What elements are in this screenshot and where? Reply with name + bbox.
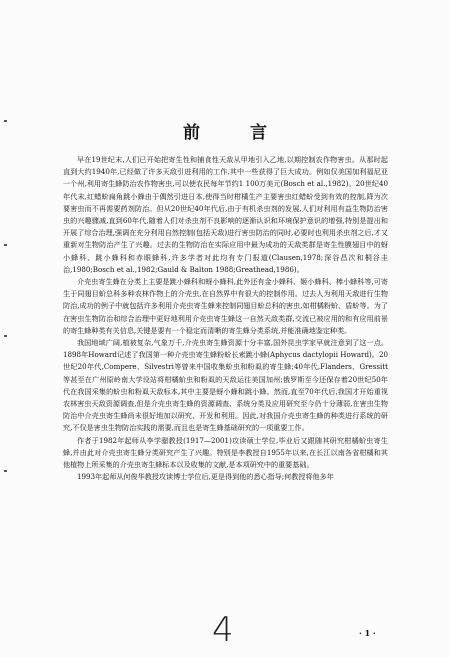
page-number: · 1 · — [359, 628, 376, 638]
page-title: 前 言 — [183, 123, 289, 143]
paragraph: 1993年起师从何俊华教授攻读博士学位后,更是得到他的悉心指导;何教授将他多年 — [77, 472, 334, 482]
paragraph: 作者于1982年起师从李学骝教授(1917—2001)攻读硕士学位,毕业后又跟随其研究柑橘蚧虫寄生蜂,并由此对介壳虫寄生蜂分类研究产生了兴趣。特别是李教授自1955年以来,在长江以南各省柑橘和其他植物上所采集的介壳虫寄生蜂标本以及收集的文献,是本项研究中的重要基础。 — [63, 435, 388, 470]
handwritten-page-mark: 4 — [212, 610, 234, 650]
scan-edge-mark — [4, 335, 7, 337]
scan-edge-mark — [4, 470, 7, 472]
paragraph: 早在19世纪末,人们已开始把寄生性和捕食性天敌从甲地引入乙地,以期控制农作物害虫。从那时起直到大约1940年,已经做了许多天敌引进利用的工作,其中一些获得了巨大成功。例如仅美国加利福尼亚一个州,利用寄生蜂防治农作物害虫,可以使农民每年节约1 100万美元(Bosch et al.,1982)。20世纪40年代末,红蜡蚧扁角跳小蜂由于偶然引进日本,使得当时柑橘生产主要害虫红蜡蚧受到有效的控制,降为次要害虫而不再需要药剂防治。但从20世纪40年代后,由于有机杀虫剂的发展,人们对利用有益生物防治害虫的兴趣骤减,直到60年代,随着人们对杀虫剂不良影响的逐渐认识和环境保护意识的增强,特别是提出和开展了综合治理,强调在充分利用自然控制(包括天敌)进行害虫防治的同时,必要时也利用杀虫剂之后,才又重新对生物防治产生了兴趣。过去的生物防治在实际应用中最为成功的天敌类群是寄生性膜翅目中的蚜小蜂科、跳小蜂科和赤眼蜂科,许多学者对此均有专门报道(Clausen,1978;深谷昌次和桐谷圭治,1980;Bosch et al.,1982;Gauld & Balton 1988;Greathead,1986)。 — [63, 155, 388, 274]
body-text — [63, 154, 388, 483]
paragraph: 我国地域广阔,植被复杂,气象万千,介壳虫寄生蜂资源十分丰富,国外昆虫学家早就注意到了这一点。1898年Howard记述了我国第一种介壳虫寄生蜂粉蚧长索跳小蜂(Aphycus dactylopii Howard)。20世纪20年代,Compere、Silvestri等曾来中国收集蚧虫和粉虱的寄生蜂;40年代,Flanders、Gressitt等甚至在广州原岭南大学设站将柑橘蚧虫和粉虱的天敌运往美国加州;俄罗斯至今还保存着20世纪50年代在我国采集的蚧虫和粉虱天敌标本,其中主要是蚜小蜂和跳小蜂。然而,直至70年代后,我国才开始重视农林害虫天敌资源调查,但是介壳虫寄生蜂的资源调查、系统分类及应用研究至今仍十分薄弱,在害虫生物防治中介壳虫寄生蜂尚未很好地加以研究、开发和利用。因此,对我国介壳虫寄生蜂的种类进行系统的研究,不仅是害虫生物防治实践的需要,而且也是寄生蜂基础研究的一项重要工作。 — [63, 338, 388, 433]
paragraph: 介壳虫寄生蜂在分类上主要是跳小蜂科和蚜小蜂科,此外还有金小蜂科、姬小蜂科、棒小蜂科等,可寄生于同翅目蚧总科多种农林作物上的介壳虫,在自然界中有很大的控制作用。过去人为利用天敌进行生物防治,成功的例子中就包括许多利用介壳虫寄生蜂来控制同翅目蚧总科的害虫,如柑橘粉蚧、盾蚧等。为了在害虫生物防治和综合治理中更好地利用介壳虫寄生蜂这一自然天敌类群,交流已被应用的和有应用前景的寄生蜂种类有关信息,关键是要有一个稳定而清晰的寄生蜂分类系统,并能准确地鉴定种类。 — [63, 277, 388, 335]
scan-edge-mark — [4, 244, 7, 246]
